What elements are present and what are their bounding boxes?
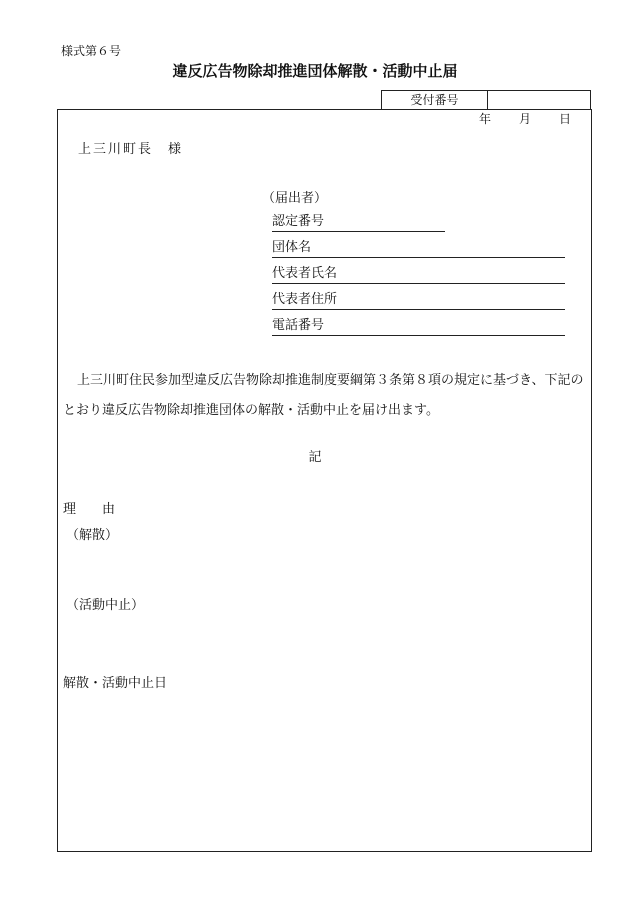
submitter-heading: （届出者）	[262, 191, 328, 206]
date-year: 年	[479, 112, 492, 126]
form-number: 様式第６号	[61, 44, 122, 58]
reason-label: 理 由	[63, 502, 116, 517]
representative-name-field[interactable]: 代表者氏名	[272, 265, 565, 284]
body-text: 上三川町住民参加型違反広告物除却推進制度要綱第３条第８項の規定に基づき、下記のとおり違反広告物除却推進団体の解散・活動中止を届け出ます。	[63, 373, 584, 418]
group-name-field[interactable]: 団体名	[272, 239, 565, 258]
suspension-label: （活動中止）	[66, 598, 145, 613]
phone-number-field[interactable]: 電話番号	[272, 317, 565, 336]
certification-number-field[interactable]: 認定番号	[272, 213, 445, 232]
receipt-number-label: 受付番号	[382, 91, 488, 109]
date-month: 月	[519, 112, 532, 126]
stop-date-label: 解散・活動中止日	[63, 676, 168, 691]
receipt-number-field[interactable]	[488, 91, 590, 109]
representative-address-field[interactable]: 代表者住所	[272, 291, 565, 310]
dissolution-label: （解散）	[66, 528, 119, 543]
date-day: 日	[559, 112, 572, 126]
document-title: 違反広告物除却推進団体解散・活動中止届	[172, 62, 458, 80]
ki-heading: 記	[308, 450, 322, 465]
receipt-number-box	[381, 90, 591, 109]
date-line	[479, 110, 571, 127]
addressee: 上三川町長 様	[78, 142, 184, 157]
